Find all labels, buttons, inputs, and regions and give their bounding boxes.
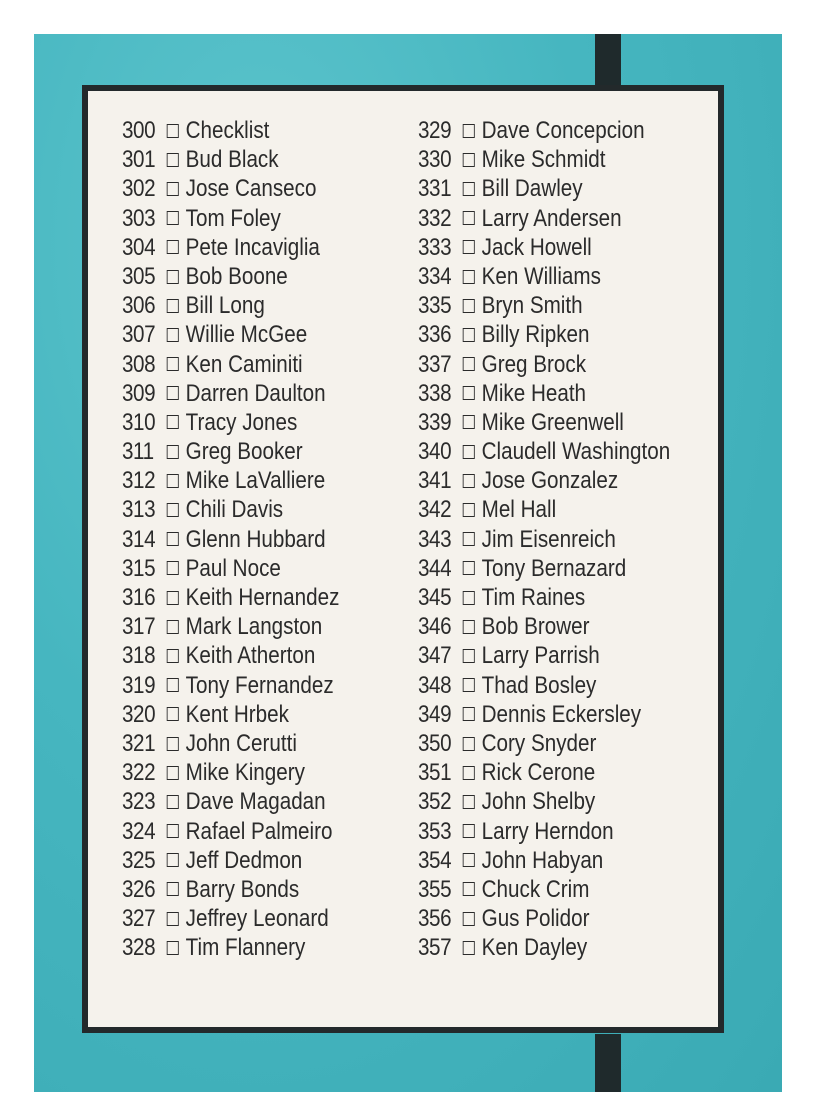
checklist-entry — [418, 350, 670, 379]
checklist-entry — [122, 204, 339, 233]
card-number: 332 — [418, 204, 452, 232]
card-number: 307 — [122, 321, 156, 349]
checkbox-icon[interactable] — [463, 532, 475, 546]
checkbox-icon[interactable] — [167, 678, 179, 692]
card-number: 324 — [122, 817, 156, 845]
player-name: Tracy Jones — [185, 408, 298, 436]
card-number: 327 — [122, 905, 156, 933]
checklist-entry — [122, 466, 339, 495]
checklist-entry — [418, 904, 670, 933]
checkbox-icon[interactable] — [167, 532, 179, 546]
card-number: 308 — [122, 350, 156, 378]
checkbox-icon[interactable] — [463, 211, 475, 225]
checklist-entry — [122, 408, 339, 437]
card-number: 349 — [418, 700, 452, 728]
card-number: 312 — [122, 467, 156, 495]
checkbox-icon[interactable] — [463, 766, 475, 780]
checklist-entry — [418, 817, 670, 846]
player-name: Mike LaValliere — [185, 467, 326, 495]
card-number: 317 — [122, 613, 156, 641]
checklist-entry — [122, 350, 339, 379]
player-name: Bryn Smith — [481, 292, 583, 320]
checkbox-icon[interactable] — [167, 240, 179, 254]
checklist-entry — [122, 846, 339, 875]
player-name: Kent Hrbek — [185, 700, 289, 728]
card-number: 335 — [418, 292, 452, 320]
checklist-right-column — [418, 116, 711, 962]
checkbox-icon[interactable] — [463, 561, 475, 575]
card-number: 347 — [418, 642, 452, 670]
top-stripe — [595, 34, 621, 90]
checkbox-icon[interactable] — [167, 707, 179, 721]
card-number: 325 — [122, 846, 156, 874]
checklist-entry — [418, 262, 670, 291]
card-number: 352 — [418, 788, 452, 816]
player-name: Greg Brock — [481, 350, 587, 378]
checkbox-icon[interactable] — [463, 620, 475, 634]
player-name: Dennis Eckersley — [481, 700, 642, 728]
checkbox-icon[interactable] — [167, 882, 179, 896]
player-name: Checklist — [185, 117, 270, 144]
checklist-entry — [418, 320, 670, 349]
checkbox-icon[interactable] — [463, 737, 475, 751]
player-name: Jim Eisenreich — [481, 525, 616, 553]
checklist-entry — [122, 758, 339, 787]
player-name: Bob Boone — [185, 262, 288, 290]
card-number: 330 — [418, 146, 452, 174]
card-number: 344 — [418, 554, 452, 582]
checklist-entry — [122, 116, 339, 145]
checklist-entry — [122, 554, 339, 583]
checkbox-icon[interactable] — [167, 941, 179, 955]
checkbox-icon[interactable] — [167, 445, 179, 459]
card-number: 331 — [418, 175, 452, 203]
card-number: 334 — [418, 262, 452, 290]
checklist-entry — [122, 729, 339, 758]
checkbox-icon[interactable] — [463, 882, 475, 896]
card-number: 300 — [122, 117, 156, 144]
player-name: John Habyan — [481, 846, 604, 874]
checkbox-icon[interactable] — [463, 445, 475, 459]
checkbox-icon[interactable] — [167, 211, 179, 225]
player-name: Thad Bosley — [481, 671, 597, 699]
card-number: 339 — [418, 408, 452, 436]
player-name: Tony Fernandez — [185, 671, 334, 699]
card-number: 316 — [122, 584, 156, 611]
card-number: 303 — [122, 204, 156, 232]
checkbox-icon[interactable] — [167, 795, 179, 809]
checkbox-icon[interactable] — [463, 824, 475, 838]
checklist-entry — [122, 233, 339, 262]
checkbox-icon[interactable] — [167, 912, 179, 926]
card-number: 305 — [122, 262, 156, 290]
card-number: 354 — [418, 846, 452, 874]
checklist-entry — [122, 612, 339, 641]
card-number: 356 — [418, 905, 452, 933]
card-number: 342 — [418, 496, 452, 524]
player-name: Tim Flannery — [185, 934, 306, 962]
checkbox-icon[interactable] — [167, 153, 179, 167]
checkbox-icon[interactable] — [167, 386, 179, 400]
player-name: Paul Noce — [185, 554, 281, 582]
card-number: 306 — [122, 292, 156, 320]
checkbox-icon[interactable] — [463, 591, 475, 605]
player-name: Larry Parrish — [481, 642, 600, 670]
checklist-entry — [122, 904, 339, 933]
player-name: Bill Dawley — [481, 175, 583, 203]
card-number: 313 — [122, 496, 156, 524]
checkbox-icon[interactable] — [463, 941, 475, 955]
player-name: Chili Davis — [185, 496, 284, 524]
player-name: Ken Caminiti — [185, 350, 303, 378]
checkbox-icon[interactable] — [167, 649, 179, 663]
player-name: Billy Ripken — [481, 321, 590, 349]
checklist-entry — [418, 379, 670, 408]
player-name: Tom Foley — [185, 204, 281, 232]
checklist-entry — [418, 846, 670, 875]
checklist-entry — [418, 145, 670, 174]
checkbox-icon[interactable] — [463, 357, 475, 371]
player-name: Rafael Palmeiro — [185, 817, 333, 845]
card-number: 343 — [418, 525, 452, 553]
checkbox-icon[interactable] — [167, 824, 179, 838]
checkbox-icon[interactable] — [167, 737, 179, 751]
player-name: Pete Incaviglia — [185, 233, 320, 261]
player-name: Cory Snyder — [481, 729, 597, 757]
card-number: 336 — [418, 321, 452, 349]
card-number: 310 — [122, 408, 156, 436]
card-number: 353 — [418, 817, 452, 845]
checkbox-icon[interactable] — [463, 678, 475, 692]
player-name: Mark Langston — [185, 613, 323, 641]
checklist-left-column — [122, 116, 375, 962]
player-name: Keith Hernandez — [185, 584, 340, 611]
card-number: 355 — [418, 875, 452, 903]
checkbox-icon[interactable] — [167, 503, 179, 517]
checkbox-icon[interactable] — [167, 124, 179, 138]
checklist-entry — [122, 671, 339, 700]
checkbox-icon[interactable] — [167, 591, 179, 605]
checklist-entry — [418, 525, 670, 554]
player-name: John Cerutti — [185, 729, 297, 757]
checkbox-icon[interactable] — [463, 386, 475, 400]
card-number: 340 — [418, 438, 452, 466]
card-number: 351 — [418, 759, 452, 787]
checklist-entry — [122, 437, 339, 466]
checklist-entry — [122, 262, 339, 291]
card-number: 320 — [122, 700, 156, 728]
player-name: Greg Booker — [185, 438, 303, 466]
checkbox-icon[interactable] — [167, 561, 179, 575]
checklist-entry — [122, 875, 339, 904]
checklist-entry — [418, 758, 670, 787]
card-number: 309 — [122, 379, 156, 407]
player-name: Chuck Crim — [481, 875, 590, 903]
checklist-entry — [122, 174, 339, 203]
checkbox-icon[interactable] — [463, 124, 475, 138]
checkbox-icon[interactable] — [167, 182, 179, 196]
checklist-entry — [418, 291, 670, 320]
player-name: Mike Heath — [481, 379, 587, 407]
checklist-entry — [418, 116, 670, 145]
checkbox-icon[interactable] — [463, 474, 475, 488]
card-number: 341 — [418, 467, 452, 495]
checklist-entry — [418, 554, 670, 583]
checklist-entry — [122, 641, 339, 670]
card-number: 322 — [122, 759, 156, 787]
player-name: Mel Hall — [481, 496, 557, 524]
checklist-entry — [122, 933, 339, 962]
card-number: 326 — [122, 875, 156, 903]
card-number: 348 — [418, 671, 452, 699]
checklist-entry — [418, 408, 670, 437]
checklist-entry — [418, 437, 670, 466]
player-name: Mike Schmidt — [481, 146, 606, 174]
checklist-entry — [122, 320, 339, 349]
checklist-entry — [418, 729, 670, 758]
card-number: 346 — [418, 613, 452, 641]
checklist-entry — [122, 145, 339, 174]
card-number: 311 — [122, 438, 154, 466]
checkbox-icon[interactable] — [167, 415, 179, 429]
checklist-entry — [122, 495, 339, 524]
checklist-entry — [418, 700, 670, 729]
checkbox-icon[interactable] — [167, 270, 179, 284]
checkbox-icon[interactable] — [167, 853, 179, 867]
checkbox-icon[interactable] — [463, 503, 475, 517]
card-number: 315 — [122, 554, 156, 582]
bottom-stripe — [595, 1034, 621, 1092]
checkbox-icon[interactable] — [167, 299, 179, 313]
checklist-entry — [122, 291, 339, 320]
player-name: Rick Cerone — [481, 759, 596, 787]
checkbox-icon[interactable] — [167, 474, 179, 488]
player-name: Bud Black — [185, 146, 279, 174]
card-number: 338 — [418, 379, 452, 407]
checklist-entry — [418, 671, 670, 700]
checkbox-icon[interactable] — [167, 328, 179, 342]
checkbox-icon[interactable] — [463, 153, 475, 167]
player-name: Mike Kingery — [185, 759, 305, 787]
card-number: 319 — [122, 671, 156, 699]
card-number: 321 — [122, 729, 156, 757]
checkbox-icon[interactable] — [463, 270, 475, 284]
player-name: Keith Atherton — [185, 642, 316, 670]
checkbox-icon[interactable] — [463, 328, 475, 342]
checkbox-icon[interactable] — [463, 795, 475, 809]
checklist-entry — [122, 787, 339, 816]
player-name: Barry Bonds — [185, 875, 300, 903]
player-name: Willie McGee — [185, 321, 308, 349]
checklist-entry — [122, 525, 339, 554]
player-name: Mike Greenwell — [481, 408, 624, 436]
checkbox-icon[interactable] — [463, 299, 475, 313]
card-number: 302 — [122, 175, 156, 203]
checkbox-icon[interactable] — [463, 240, 475, 254]
player-name: Dave Magadan — [185, 788, 326, 816]
checkbox-icon[interactable] — [463, 415, 475, 429]
checklist-entry — [418, 233, 670, 262]
player-name: Claudell Washington — [481, 438, 671, 466]
player-name: Bill Long — [185, 292, 265, 320]
player-name: Tim Raines — [481, 584, 586, 611]
player-name: Jose Gonzalez — [481, 467, 619, 495]
checklist-entry — [418, 787, 670, 816]
player-name: Jeff Dedmon — [185, 846, 303, 874]
checklist-entry — [418, 612, 670, 641]
player-name: Jose Canseco — [185, 175, 317, 203]
card-number: 350 — [418, 729, 452, 757]
card-number: 337 — [418, 350, 452, 378]
checkbox-icon[interactable] — [463, 912, 475, 926]
checklist-entry — [418, 933, 670, 962]
checklist-entry — [418, 641, 670, 670]
card-number: 318 — [122, 642, 156, 670]
card-number: 328 — [122, 934, 156, 962]
checklist-entry — [122, 379, 339, 408]
player-name: John Shelby — [481, 788, 596, 816]
checklist-entry — [418, 583, 670, 612]
player-name: Bob Brower — [481, 613, 590, 641]
checkbox-icon[interactable] — [463, 649, 475, 663]
card-number: 304 — [122, 233, 156, 261]
checklist-entry — [418, 174, 670, 203]
player-name: Ken Dayley — [481, 934, 588, 962]
checklist-entry — [122, 583, 339, 612]
player-name: Tony Bernazard — [481, 554, 627, 582]
player-name: Darren Daulton — [185, 379, 326, 407]
card-number: 301 — [122, 146, 156, 174]
player-name: Jeffrey Leonard — [185, 905, 329, 933]
card-number: 333 — [418, 233, 452, 261]
player-name: Ken Williams — [481, 262, 601, 290]
checkbox-icon[interactable] — [167, 620, 179, 634]
card-number: 329 — [418, 117, 452, 144]
checkbox-icon[interactable] — [463, 707, 475, 721]
checkbox-icon[interactable] — [167, 357, 179, 371]
player-name: Gus Polidor — [481, 905, 590, 933]
checklist-entry — [418, 495, 670, 524]
checklist-entry — [122, 700, 339, 729]
player-name: Jack Howell — [481, 233, 592, 261]
checklist-entry — [418, 466, 670, 495]
card-number: 345 — [418, 584, 452, 611]
checkbox-icon[interactable] — [167, 766, 179, 780]
checkbox-icon[interactable] — [463, 853, 475, 867]
card-number: 357 — [418, 934, 452, 962]
player-name: Glenn Hubbard — [185, 525, 326, 553]
checklist-entry — [418, 204, 670, 233]
checklist-card — [34, 34, 782, 1092]
card-number: 323 — [122, 788, 156, 816]
card-number: 314 — [122, 525, 156, 553]
checklist-entry — [418, 875, 670, 904]
checklist-entry — [122, 817, 339, 846]
player-name: Larry Herndon — [481, 817, 614, 845]
player-name: Dave Concepcion — [481, 117, 645, 144]
player-name: Larry Andersen — [481, 204, 622, 232]
checkbox-icon[interactable] — [463, 182, 475, 196]
